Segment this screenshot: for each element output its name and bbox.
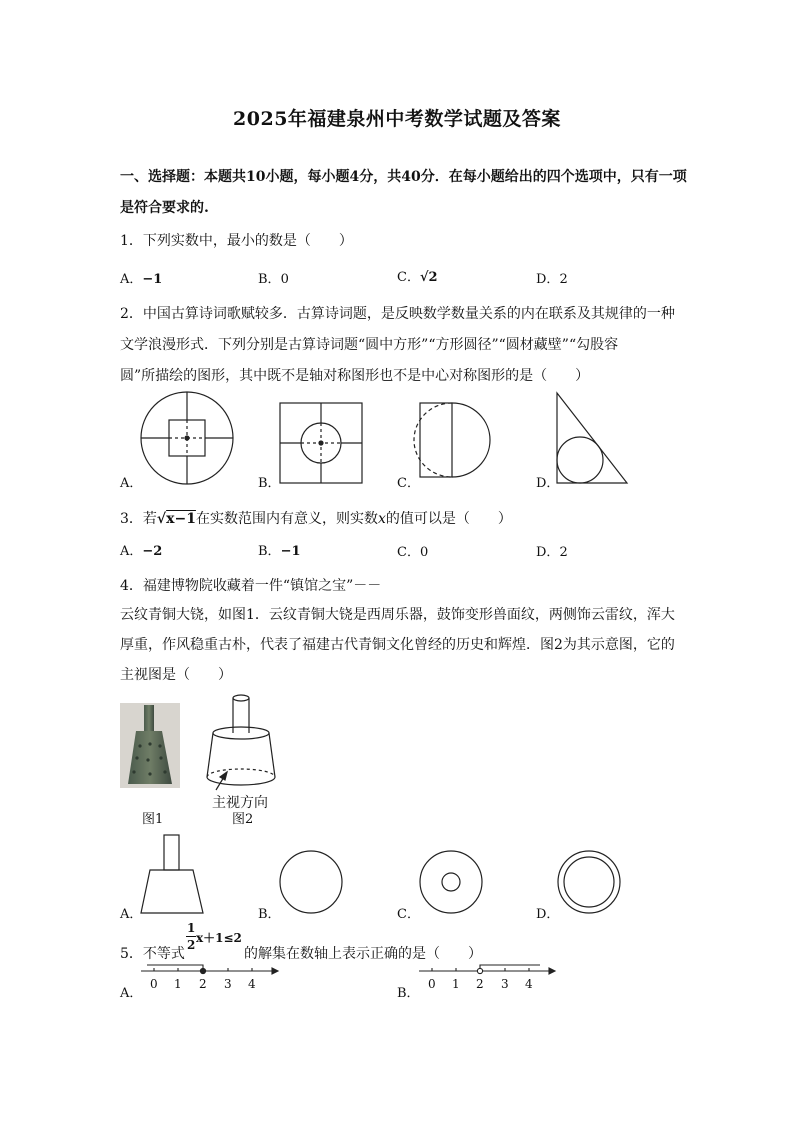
tick-label: 1 <box>174 977 182 991</box>
option-value: √2 <box>419 270 438 285</box>
q4-label-c: C． <box>397 907 420 922</box>
option-value: 0 <box>419 545 429 560</box>
option-value: 0 <box>280 272 289 287</box>
q5-number-line-b <box>419 965 555 974</box>
q2-label-d: D． <box>536 476 560 491</box>
option-value: −2 <box>142 544 163 559</box>
option-value: 2 <box>559 272 568 287</box>
fraction-denominator: 2 <box>187 938 196 952</box>
q3-suffix-a: 在实数范围内有意义，则实数 <box>195 511 378 527</box>
section-heading-line2: 是符合要求的. <box>120 200 209 216</box>
tick-label: 4 <box>248 977 256 991</box>
q5-number-line-a <box>141 965 278 974</box>
q2-label-a: A． <box>120 476 143 491</box>
q3-variable: x <box>377 511 386 527</box>
option-letter: B． <box>258 544 281 559</box>
q5-prefix: 5．不等式 <box>120 946 185 962</box>
q5-label-b: B． <box>397 986 420 1001</box>
q2-stem-line2: 文学浪漫形式．下列分别是古算诗词题“圆中方形”“方形圆径”“圆材藏壁”“勾股容 <box>120 337 619 353</box>
fraction-numerator: 1 <box>187 921 196 935</box>
q4-line1: 4．福建博物院收藏着一件“镇馆之宝”－－ <box>120 578 382 594</box>
option-letter: C． <box>397 545 420 560</box>
tick-label: 3 <box>224 977 232 991</box>
q4-label-a: A． <box>120 907 143 922</box>
direction-label: 主视方向 <box>212 795 268 811</box>
option-letter: D． <box>536 272 560 287</box>
q2-label-b: B． <box>258 476 281 491</box>
fig2-caption: 图2 <box>232 812 254 827</box>
page-title: 2025年福建泉州中考数学试题及答案 <box>233 108 561 130</box>
closed-dot <box>200 968 205 973</box>
q4-label-b: B． <box>258 907 281 922</box>
tick-label: 0 <box>150 977 158 991</box>
q4-line3: 厚重，作风稳重古朴，代表了福建古代青铜文化曾经的历史和辉煌．图2为其示意图，它的 <box>120 637 675 653</box>
tick-label: 2 <box>476 977 484 991</box>
open-dot <box>477 968 482 973</box>
option-letter: C． <box>397 270 420 285</box>
q5-suffix: 的解集在数轴上表示正确的是（ ） <box>244 946 482 962</box>
q5-label-a: A． <box>120 986 143 1001</box>
option-value: −1 <box>142 272 163 287</box>
tick-label: 3 <box>501 977 509 991</box>
tick-label: 0 <box>428 977 436 991</box>
tick-label: 1 <box>452 977 460 991</box>
radicand: x−1 <box>166 511 196 527</box>
q2-stem-line3: 圆”所描绘的图形，其中既不是轴对称图形也不是中心对称图形的是（ ） <box>120 368 590 384</box>
q1-stem: 1．下列实数中，最小的数是（ ） <box>120 233 353 249</box>
option-letter: A． <box>120 544 143 559</box>
tick-label: 2 <box>199 977 207 991</box>
option-letter: B． <box>258 272 281 287</box>
tick-label: 4 <box>525 977 533 991</box>
q4-line4: 主视图是（ ） <box>120 667 232 683</box>
sqrt-expression: √x−1 <box>156 511 196 527</box>
fig1-caption: 图1 <box>142 812 164 827</box>
section-heading-line1: 一、选择题：本题共10小题，每小题4分，共40分．在每小题给出的四个选项中，只有一项 <box>120 169 687 185</box>
q3-suffix-b: 的值可以是（ ） <box>385 511 512 527</box>
q4-line2: 云纹青铜大铙，如图1．云纹青铜大铙是西周乐器，鼓饰变形兽面纹，两侧饰云雷纹，浑大 <box>120 607 675 623</box>
q2-stem-line1: 2．中国古算诗词歌赋较多．古算诗词题，是反映数学数量关系的内在联系及其规律的一种 <box>120 306 675 322</box>
q4-label-d: D． <box>536 907 560 922</box>
q3-prefix: 3．若 <box>120 511 157 527</box>
option-value: 2 <box>559 545 568 560</box>
q5-inequality: x＋1≤2 <box>196 931 242 945</box>
option-letter: A． <box>120 272 143 287</box>
q2-label-c: C． <box>397 476 420 491</box>
option-value: −1 <box>280 544 301 559</box>
option-letter: D． <box>536 545 560 560</box>
